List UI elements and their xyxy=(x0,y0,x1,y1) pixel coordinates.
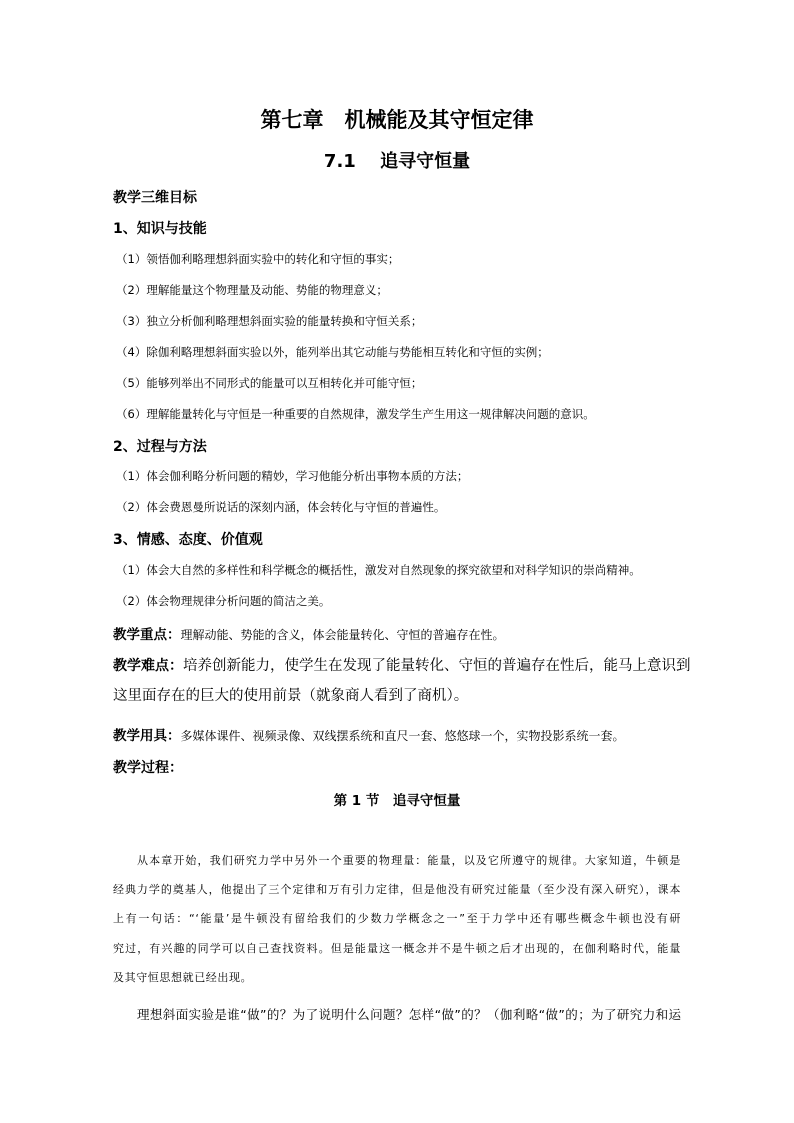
difficulty-text-line2: 这里面存在的巨大的使用前景（就象商人看到了商机）。 xyxy=(113,688,469,704)
process-label: 教学过程： xyxy=(113,760,183,776)
section-title: 第 1 节 追寻守恒量 xyxy=(333,793,461,809)
tools-text: 多媒体课件、视频录像、双线摆系统和直尺一套、悠悠球一个，实物投影系统一套。 xyxy=(180,729,625,743)
knowledge-item: （3）独立分析伽利略理想斜面实验的能量转换和守恒关系； xyxy=(116,314,423,328)
difficulty-row xyxy=(113,654,691,675)
key-points-label: 教学重点： xyxy=(113,627,181,643)
paragraph2-line: 理想斜面实验是谁“做”的？为了说明什么问题？怎样“做”的？（伽利略“做”的；为了研究力和运 xyxy=(137,1007,681,1022)
paragraph-line: 从本章开始，我们研究力学中另外一个重要的物理量：能量，以及它所遵守的规律。大家知道，牛顿是 xyxy=(137,854,681,867)
knowledge-item: （1）领悟伽利略理想斜面实验中的转化和守恒的事实； xyxy=(116,252,400,266)
knowledge-item: （2）理解能量这个物理量及动能、势能的物理意义； xyxy=(116,283,388,297)
knowledge-item: （4）除伽利略理想斜面实验以外，能列举出其它动能与势能相互转化和守恒的实例； xyxy=(116,345,549,359)
lesson-title: 7.1 追寻守恒量 xyxy=(323,151,471,172)
difficulty-text-line1: 培养创新能力，使学生在发现了能量转化、守恒的普遍存在性后，能马上意识到 xyxy=(183,658,691,674)
tools-label: 教学用具： xyxy=(113,728,181,744)
process-item: （2）体会费恩曼所说话的深刻内涵，体会转化与守恒的普遍性。 xyxy=(116,500,446,514)
chapter-title: 第七章 机械能及其守恒定律 xyxy=(260,108,534,132)
emotion-heading: 3、情感、态度、价值观 xyxy=(113,532,263,548)
paragraph-line: 及其守恒思想就已经出现。 xyxy=(113,971,253,984)
paragraph-line: 上有一句话：“‘能量’是牛顿没有留给我们的少数力学概念之一”至于力学中还有哪些概念牛顿也没有研 xyxy=(113,912,681,925)
emotion-item: （1）体会大自然的多样性和科学概念的概括性，激发对自然现象的探究欲望和对科学知识的崇尚精神。 xyxy=(116,563,641,577)
paragraph-line: 究过，有兴趣的同学可以自己查找资料。但是能量这一概念并不是牛顿之后才出现的，在伽利略时代，能量 xyxy=(113,942,681,955)
knowledge-heading: 1、知识与技能 xyxy=(113,221,207,237)
process-heading: 2、过程与方法 xyxy=(113,439,207,455)
difficulty-label: 教学难点： xyxy=(113,658,183,674)
tools-row xyxy=(113,724,625,744)
key-points-text: 理解动能、势能的含义，体会能量转化、守恒的普遍存在性。 xyxy=(180,628,505,642)
paragraph-line: 经典力学的奠基人，他提出了三个定律和万有引力定律，但是他没有研究过能量（至少没有深入研究），课本 xyxy=(113,883,681,896)
knowledge-item: （5）能够列举出不同形式的能量可以互相转化并可能守恒； xyxy=(116,376,423,390)
goals-heading: 教学三维目标 xyxy=(113,190,197,206)
key-points-row xyxy=(113,623,505,643)
knowledge-item: （6）理解能量转化与守恒是一种重要的自然规律，激发学生产生用这一规律解决问题的意识。 xyxy=(116,407,595,421)
emotion-item: （2）体会物理规律分析问题的简洁之美。 xyxy=(116,594,331,608)
process-item: （1）体会伽利略分析问题的精妙，学习他能分析出事物本质的方法； xyxy=(116,469,469,483)
